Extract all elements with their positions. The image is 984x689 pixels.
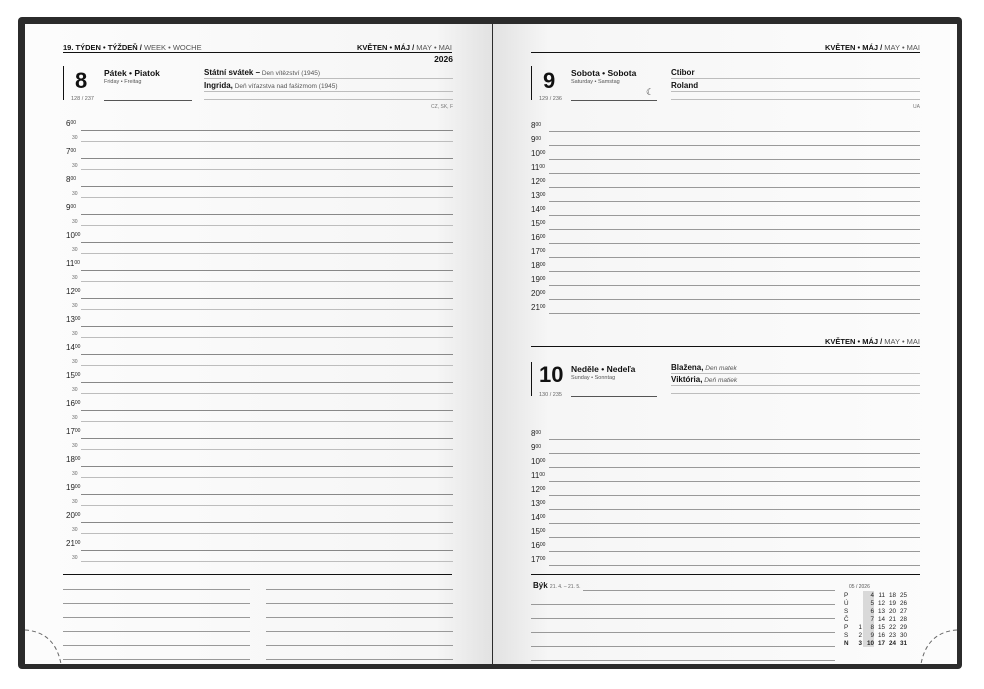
hour-line xyxy=(549,299,920,300)
mini-calendar-day: 2 xyxy=(858,632,862,639)
mini-calendar-day: 18 xyxy=(888,592,896,599)
hour-label: $21^{00}$ xyxy=(531,303,546,312)
half-hour-line xyxy=(81,197,453,198)
mini-calendar-day: 25 xyxy=(899,592,907,599)
half-hour-label: 30 xyxy=(72,527,78,533)
hour-line xyxy=(549,285,920,286)
hour-label: $8^{00}$ xyxy=(531,429,542,438)
hour-label: $10^{00}$ xyxy=(66,231,81,240)
hour-label: $13^{00}$ xyxy=(66,315,81,324)
note-line xyxy=(266,603,453,604)
hour-line xyxy=(549,313,920,314)
day10-rule-3 xyxy=(671,393,920,394)
hour-line xyxy=(81,270,453,271)
mini-calendar-daylabel: P xyxy=(844,592,849,599)
hour-line xyxy=(549,495,920,496)
note-line xyxy=(63,659,250,660)
hour-label: $18^{00}$ xyxy=(66,455,81,464)
half-hour-label: 30 xyxy=(72,555,78,561)
hour-line xyxy=(549,229,920,230)
hour-label: $11^{00}$ xyxy=(531,471,545,480)
header-rule xyxy=(63,52,452,53)
hour-label: $7^{00}$ xyxy=(66,147,77,156)
day9-underline xyxy=(571,100,657,101)
hour-line xyxy=(81,242,453,243)
day-underline xyxy=(104,100,192,101)
hour-line xyxy=(549,509,920,510)
mini-calendar-day: 22 xyxy=(888,624,896,631)
hour-label: $9^{00}$ xyxy=(531,443,542,452)
half-hour-label: 30 xyxy=(72,163,78,169)
hour-label: $15^{00}$ xyxy=(66,371,81,380)
hour-line xyxy=(549,243,920,244)
day10-name: Neděle • Nedeľa xyxy=(571,364,636,374)
year: 2026 xyxy=(434,54,453,64)
half-hour-line xyxy=(81,449,453,450)
half-hour-label: 30 xyxy=(72,331,78,337)
mini-calendar-day: 26 xyxy=(899,600,907,607)
month-header: KVĚTEN • MÁJ / MAY • MAI xyxy=(357,43,452,52)
header-rule-right-2 xyxy=(531,346,920,347)
day9-rule-3 xyxy=(671,99,920,100)
hour-line xyxy=(549,481,920,482)
mini-calendar-day: 14 xyxy=(877,616,885,623)
month-header-right-2: KVĚTEN • MÁJ / MAY • MAI xyxy=(825,337,920,346)
holiday-rule-1 xyxy=(204,78,453,79)
mini-calendar xyxy=(841,584,921,650)
hour-label: $6^{00}$ xyxy=(66,119,77,128)
day10-name-sub: Sunday • Sonntag xyxy=(571,375,616,381)
holiday-line-1: Státní svátek – Den vítězství (1945) xyxy=(204,68,321,77)
note-line xyxy=(531,632,835,633)
note-line xyxy=(583,590,835,591)
mini-calendar-day: 13 xyxy=(877,608,885,615)
note-line xyxy=(531,604,835,605)
half-hour-line xyxy=(81,309,453,310)
hour-label: $9^{00}$ xyxy=(531,135,542,144)
hour-label: $13^{00}$ xyxy=(531,499,546,508)
hour-line xyxy=(81,298,453,299)
hour-label: $12^{00}$ xyxy=(531,177,546,186)
half-hour-label: 30 xyxy=(72,443,78,449)
half-hour-line xyxy=(81,393,453,394)
hour-label: $12^{00}$ xyxy=(531,485,546,494)
mini-calendar-day: 21 xyxy=(888,616,896,623)
day9-nameday-1: Ctibor xyxy=(671,68,695,77)
half-hour-line xyxy=(81,365,453,366)
page-curl-icon-right xyxy=(917,624,957,664)
day9-name-sub: Saturday • Samstag xyxy=(571,79,620,85)
hour-line xyxy=(549,537,920,538)
note-line xyxy=(531,646,835,647)
day10-rule-1 xyxy=(671,373,920,374)
hour-line xyxy=(549,467,920,468)
half-hour-label: 30 xyxy=(72,359,78,365)
hour-label: $15^{00}$ xyxy=(531,219,546,228)
mini-calendar-day: 7 xyxy=(870,616,874,623)
note-line xyxy=(266,659,453,660)
hour-label: $19^{00}$ xyxy=(531,275,546,284)
day-name: Pátek • Piatok xyxy=(104,68,160,78)
mini-calendar-day: 29 xyxy=(899,624,907,631)
hour-line xyxy=(81,466,453,467)
day9-rule-1 xyxy=(671,78,920,79)
hour-label: $10^{00}$ xyxy=(531,149,546,158)
mini-calendar-day: 27 xyxy=(899,608,907,615)
half-hour-line xyxy=(81,477,453,478)
mini-calendar-day: 19 xyxy=(888,600,896,607)
hour-label: $20^{00}$ xyxy=(531,289,546,298)
day-marker-bar xyxy=(63,66,64,100)
day9-marker-bar xyxy=(531,66,532,100)
hour-line xyxy=(81,438,453,439)
hour-line xyxy=(549,453,920,454)
hour-line xyxy=(549,131,920,132)
half-hour-label: 30 xyxy=(72,219,78,225)
hour-label: $16^{00}$ xyxy=(531,233,546,242)
hour-line xyxy=(549,257,920,258)
hour-line xyxy=(81,410,453,411)
half-hour-label: 30 xyxy=(72,247,78,253)
day-name-sub: Friday • Freitag xyxy=(104,79,142,85)
note-line xyxy=(266,645,453,646)
hour-label: $15^{00}$ xyxy=(531,527,546,536)
half-hour-label: 30 xyxy=(72,191,78,197)
half-hour-line xyxy=(81,337,453,338)
note-line xyxy=(531,618,835,619)
hour-line xyxy=(549,551,920,552)
day9-country: UA xyxy=(913,104,920,110)
hour-line xyxy=(81,158,453,159)
hour-line xyxy=(549,173,920,174)
holiday-line-2: Ingrida, Deň víťazstva nad fašizmom (1945) xyxy=(204,81,338,90)
mini-calendar-day: 9 xyxy=(870,632,874,639)
left-page xyxy=(25,24,492,664)
half-hour-line xyxy=(81,505,453,506)
note-line xyxy=(266,617,453,618)
hour-line xyxy=(549,523,920,524)
hour-label: $21^{00}$ xyxy=(66,539,81,548)
day10-rule-2 xyxy=(671,385,920,386)
day10-nameday-1: Blažena, Den matek xyxy=(671,363,737,372)
hour-line xyxy=(81,354,453,355)
mini-calendar-daylabel: P xyxy=(844,624,849,631)
note-line xyxy=(531,660,835,661)
mini-calendar-daylabel: N xyxy=(844,640,849,647)
note-line xyxy=(63,617,250,618)
mini-calendar-title: 05 / 2026 xyxy=(849,584,870,590)
hour-line xyxy=(81,214,453,215)
note-line xyxy=(63,631,250,632)
hour-label: $8^{00}$ xyxy=(531,121,542,130)
country-codes: CZ, SK, F xyxy=(431,104,453,110)
zodiac-label: Býk 21. 4. – 21. 5. xyxy=(533,581,581,590)
note-line xyxy=(266,631,453,632)
mini-calendar-day: 15 xyxy=(877,624,885,631)
hour-label: $17^{00}$ xyxy=(66,427,81,436)
day10-nameday-2: Viktória, Deň matiek xyxy=(671,375,738,384)
half-hour-line xyxy=(81,253,453,254)
hour-label: $14^{00}$ xyxy=(66,343,81,352)
hour-label: $11^{00}$ xyxy=(531,163,545,172)
mini-calendar-day: 1 xyxy=(858,624,862,631)
hour-label: $17^{00}$ xyxy=(531,247,546,256)
half-hour-label: 30 xyxy=(72,499,78,505)
hour-label: $14^{00}$ xyxy=(531,205,546,214)
hour-line xyxy=(549,215,920,216)
day9-number: 9 xyxy=(543,68,556,93)
mini-calendar-day: 11 xyxy=(878,592,885,599)
mini-calendar-day: 16 xyxy=(877,632,885,639)
day-number: 8 xyxy=(75,68,88,93)
hour-label: $13^{00}$ xyxy=(531,191,546,200)
half-hour-line xyxy=(81,421,453,422)
hour-label: $11^{00}$ xyxy=(66,259,80,268)
day9-counter: 129 / 236 xyxy=(539,96,562,102)
half-hour-line xyxy=(81,169,453,170)
day9-name: Sobota • Sobota xyxy=(571,68,637,78)
day10-number: 10 xyxy=(539,362,564,387)
half-hour-line xyxy=(81,141,453,142)
mini-calendar-day: 31 xyxy=(899,640,907,647)
mini-calendar-day: 17 xyxy=(877,640,885,647)
mini-calendar-day: 5 xyxy=(870,600,874,607)
half-hour-label: 30 xyxy=(72,135,78,141)
mini-calendar-day: 24 xyxy=(888,640,896,647)
holiday-rule-2 xyxy=(204,91,453,92)
hour-label: $8^{00}$ xyxy=(66,175,77,184)
hour-label: $20^{00}$ xyxy=(66,511,81,520)
hour-label: $19^{00}$ xyxy=(66,483,81,492)
note-line xyxy=(63,603,250,604)
header-rule-right xyxy=(531,52,920,53)
page-curl-icon xyxy=(25,624,65,664)
hour-line xyxy=(549,159,920,160)
half-hour-line xyxy=(81,533,453,534)
day10-underline xyxy=(571,396,657,397)
half-hour-line xyxy=(81,561,453,562)
hour-line xyxy=(81,186,453,187)
hour-label: $16^{00}$ xyxy=(531,541,546,550)
hour-line xyxy=(81,382,453,383)
half-hour-label: 30 xyxy=(72,471,78,477)
mini-calendar-day: 20 xyxy=(888,608,896,615)
mini-calendar-day: 4 xyxy=(870,592,874,599)
half-hour-line xyxy=(81,281,453,282)
mini-calendar-daylabel: S xyxy=(844,632,849,639)
hour-line xyxy=(549,271,920,272)
hour-line xyxy=(549,201,920,202)
mini-calendar-day: 12 xyxy=(877,600,885,607)
hour-line xyxy=(549,145,920,146)
mini-calendar-day: 23 xyxy=(888,632,896,639)
mini-calendar-day: 28 xyxy=(899,616,907,623)
half-hour-label: 30 xyxy=(72,415,78,421)
week-header: 19. TÝDEN • TÝŽDEŇ / WEEK • WOCHE xyxy=(63,43,202,52)
hour-line xyxy=(81,522,453,523)
right-page xyxy=(493,24,957,664)
day9-rule-2 xyxy=(671,91,920,92)
hour-line xyxy=(549,187,920,188)
hour-label: $16^{00}$ xyxy=(66,399,81,408)
hour-line xyxy=(81,326,453,327)
mini-calendar-daylabel: Ú xyxy=(844,600,849,607)
note-line xyxy=(63,645,250,646)
hour-line xyxy=(81,550,453,551)
hour-line xyxy=(549,565,920,566)
notes-rule xyxy=(63,574,452,575)
day10-marker-bar xyxy=(531,362,532,396)
mini-calendar-daylabel: S xyxy=(844,608,849,615)
note-line xyxy=(266,589,453,590)
month-header-right: KVĚTEN • MÁJ / MAY • MAI xyxy=(825,43,920,52)
hour-label: $18^{00}$ xyxy=(531,261,546,270)
mini-calendar-day: 3 xyxy=(858,640,862,647)
mini-calendar-day: 6 xyxy=(870,608,874,615)
moon-phase-icon: ☾ xyxy=(646,87,655,97)
hour-line xyxy=(549,439,920,440)
mini-calendar-day: 8 xyxy=(870,624,874,631)
hour-label: $10^{00}$ xyxy=(531,457,546,466)
half-hour-label: 30 xyxy=(72,387,78,393)
half-hour-label: 30 xyxy=(72,275,78,281)
mini-calendar-day: 10 xyxy=(866,640,874,647)
mini-calendar-daylabel: Č xyxy=(844,616,849,623)
holiday-rule-3 xyxy=(204,99,453,100)
mini-calendar-day: 30 xyxy=(899,632,907,639)
half-hour-line xyxy=(81,225,453,226)
half-hour-label: 30 xyxy=(72,303,78,309)
hour-label: $9^{00}$ xyxy=(66,203,77,212)
hour-line xyxy=(81,130,453,131)
day-counter: 128 / 237 xyxy=(71,96,94,102)
day9-nameday-2: Roland xyxy=(671,81,699,90)
hour-label: $14^{00}$ xyxy=(531,513,546,522)
hour-line xyxy=(81,494,453,495)
hour-label: $12^{00}$ xyxy=(66,287,81,296)
note-line xyxy=(63,589,250,590)
day10-counter: 130 / 235 xyxy=(539,392,562,398)
zodiac-rule xyxy=(531,574,920,575)
hour-label: $17^{00}$ xyxy=(531,555,546,564)
